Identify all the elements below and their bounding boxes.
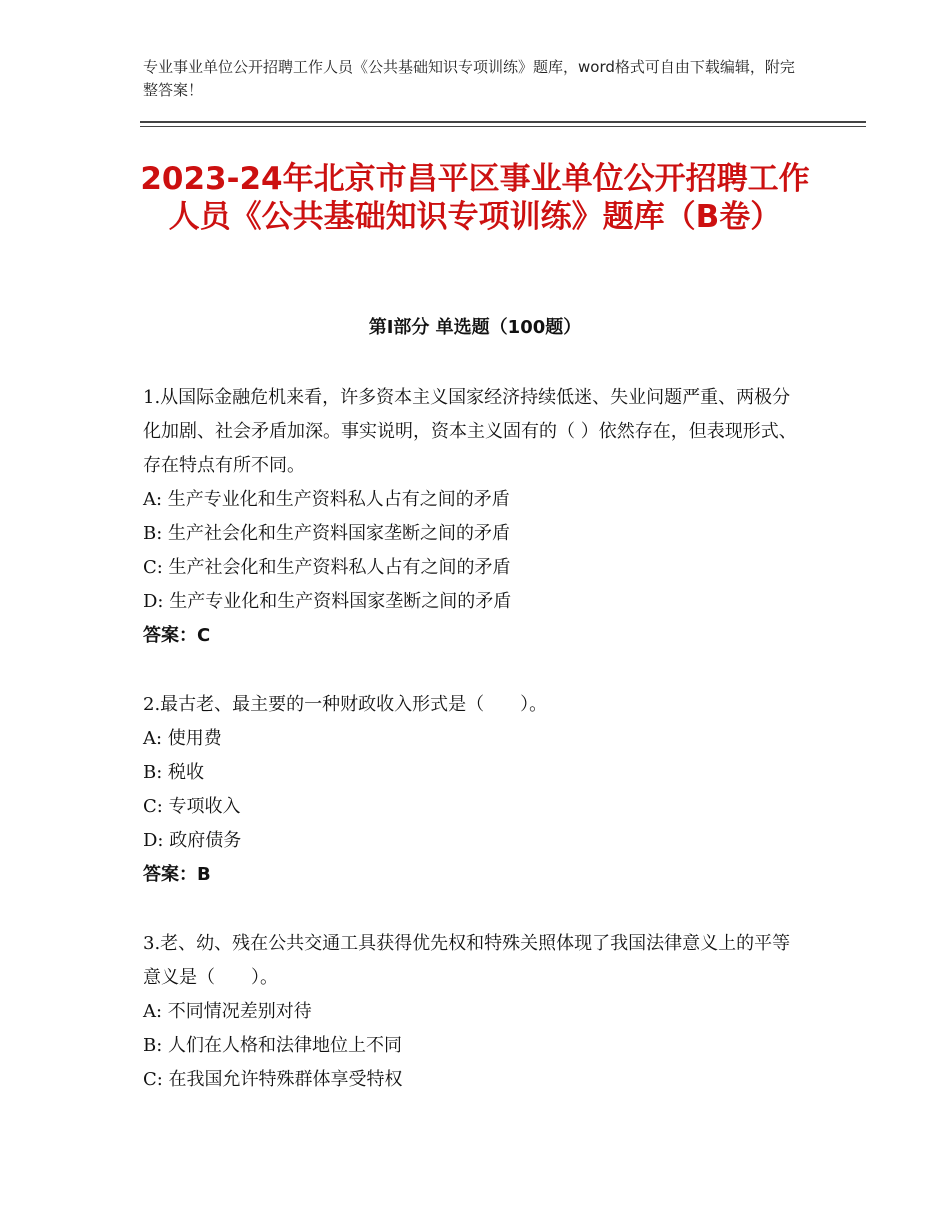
option-c: C: 在我国允许特殊群体享受特权 [143,1069,403,1090]
option-b: B: 人们在人格和法律地位上不同 [143,1035,403,1056]
option-b: B: 生产社会化和生产资料国家垄断之间的矛盾 [143,523,511,544]
answer: 答案：C [143,625,211,646]
header-divider-thick [140,121,866,123]
option-a: A: 生产专业化和生产资料私人占有之间的矛盾 [143,489,510,510]
question-text: 1.从国际金融危机来看，许多资本主义国家经济持续低迷、失业问题严重、两极分化加剧、社会矛盾加深。事实说明，资本主义固有的（ ）依然存在，但表现形式、存在特点有所不同。 [143,387,797,476]
header-divider-thin [140,126,866,127]
question-list [143,381,808,1132]
section-title: 第Ⅰ部分 单选题（100题） [368,317,582,338]
header-note: 专业事业单位公开招聘工作人员《公共基础知识专项训练》题库，word格式可自由下载编辑，附完整答案！ [143,58,795,99]
question-text: 3.老、幼、残在公共交通工具获得优先权和特殊关照体现了我国法律意义上的平等意义是（ ）。 [143,933,791,988]
option-b: B: 税收 [143,762,205,783]
question-2 [143,688,808,892]
question-3 [143,927,808,1097]
question-text: 2.最古老、最主要的一种财政收入形式是（ ）。 [143,694,548,715]
option-d: D: 政府债务 [143,830,242,851]
question-1 [143,381,808,653]
option-d: D: 生产专业化和生产资料国家垄断之间的矛盾 [143,591,512,612]
option-a: A: 不同情况差别对待 [143,1001,312,1022]
option-a: A: 使用费 [143,728,222,749]
document-title: 2023-24年北京市昌平区事业单位公开招聘工作人员《公共基础知识专项训练》题库（B卷） [140,161,810,235]
answer: 答案：B [143,864,211,885]
option-c: C: 生产社会化和生产资料私人占有之间的矛盾 [143,557,511,578]
option-c: C: 专项收入 [143,796,241,817]
